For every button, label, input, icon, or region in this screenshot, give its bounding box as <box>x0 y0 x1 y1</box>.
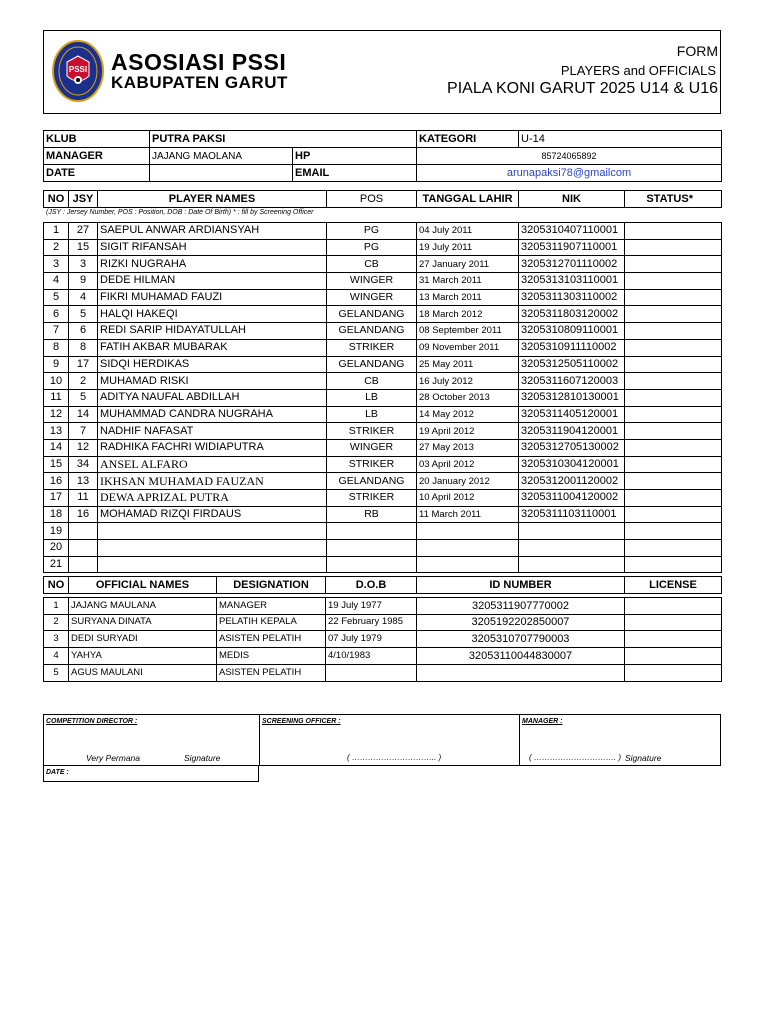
player-jersey <box>69 540 98 557</box>
official-license[interactable] <box>625 631 722 648</box>
form-title: PIALA KONI GARUT 2025 U14 & U16 <box>447 80 718 97</box>
form-header <box>43 30 721 114</box>
player-name: RADHIKA FACHRI WIDIAPUTRA <box>98 439 327 456</box>
player-dob: 18 March 2012 <box>417 306 519 323</box>
player-jersey: 2 <box>69 373 98 390</box>
player-name: DEWA APRIZAL PUTRA <box>98 490 327 507</box>
official-dob <box>326 664 417 681</box>
official-name: AGUS MAULANI <box>69 664 217 681</box>
player-status[interactable] <box>625 373 722 390</box>
player-jersey: 5 <box>69 306 98 323</box>
player-no: 14 <box>44 439 69 456</box>
table-row <box>44 614 722 631</box>
col-designation: DESIGNATION <box>217 577 326 594</box>
player-status[interactable] <box>625 223 722 240</box>
player-no: 21 <box>44 556 69 573</box>
player-pos: WINGER <box>327 289 417 306</box>
director-name: Very Permana <box>86 753 141 763</box>
table-row <box>44 339 722 356</box>
player-dob: 25 May 2011 <box>417 356 519 373</box>
form-label: FORM <box>676 43 718 59</box>
player-jersey: 27 <box>69 223 98 240</box>
player-nik: 3205311907110001 <box>519 239 625 256</box>
player-no: 2 <box>44 239 69 256</box>
col-player-name: PLAYER NAMES <box>98 191 327 208</box>
player-jersey: 11 <box>69 490 98 507</box>
player-name: SIDQI HERDIKAS <box>98 356 327 373</box>
email-value[interactable]: arunapaksi78@gmailcom <box>417 165 722 182</box>
player-no: 9 <box>44 356 69 373</box>
player-dob: 03 April 2012 <box>417 456 519 473</box>
legend-note: (JSY : Jersey Number, POS : Position, DOB : Date Of Birth) * : fill by Screening Officer <box>46 209 314 216</box>
screening-officer-label: SCREENING OFFICER : <box>262 718 341 725</box>
table-row <box>44 406 722 423</box>
table-row <box>44 506 722 523</box>
club-info-table <box>43 130 722 182</box>
player-nik: 3205311004120002 <box>519 490 625 507</box>
player-status[interactable] <box>625 339 722 356</box>
table-row <box>44 490 722 507</box>
player-dob: 20 January 2012 <box>417 473 519 490</box>
player-nik: 3205310407110001 <box>519 223 625 240</box>
player-pos <box>327 523 417 540</box>
official-id <box>417 664 625 681</box>
date-sign-label: DATE : <box>46 769 69 776</box>
table-row <box>44 540 722 557</box>
player-pos: PG <box>327 239 417 256</box>
player-no: 18 <box>44 506 69 523</box>
player-status[interactable] <box>625 306 722 323</box>
col-license: LICENSE <box>625 577 722 594</box>
player-pos: PG <box>327 223 417 240</box>
player-nik: 3205310809110001 <box>519 323 625 340</box>
player-nik: 3205311607120003 <box>519 373 625 390</box>
official-dob: 07 July 1979 <box>326 631 417 648</box>
player-no: 19 <box>44 523 69 540</box>
player-jersey: 7 <box>69 423 98 440</box>
player-pos: GELANDANG <box>327 306 417 323</box>
table-row <box>44 648 722 665</box>
player-name: FIKRI MUHAMAD FAUZI <box>98 289 327 306</box>
org-name-line1: ASOSIASI PSSI <box>111 49 287 75</box>
player-nik: 3205311904120001 <box>519 423 625 440</box>
player-name <box>98 556 327 573</box>
table-row <box>44 323 722 340</box>
table-row <box>44 373 722 390</box>
screening-signature-line[interactable]: ( ………………………….. ) <box>347 753 442 762</box>
player-name <box>98 523 327 540</box>
player-pos: LB <box>327 389 417 406</box>
player-status[interactable] <box>625 540 722 557</box>
player-dob <box>417 523 519 540</box>
official-no: 5 <box>44 664 69 681</box>
official-license[interactable] <box>625 648 722 665</box>
player-pos: LB <box>327 406 417 423</box>
official-designation: MANAGER <box>217 597 326 614</box>
player-no: 11 <box>44 389 69 406</box>
player-no: 17 <box>44 490 69 507</box>
table-row <box>44 439 722 456</box>
player-dob <box>417 556 519 573</box>
player-jersey: 13 <box>69 473 98 490</box>
table-row <box>44 289 722 306</box>
player-status[interactable] <box>625 323 722 340</box>
player-dob: 14 May 2012 <box>417 406 519 423</box>
player-dob: 19 April 2012 <box>417 423 519 440</box>
col-id-number: ID NUMBER <box>417 577 625 594</box>
manager-label: MANAGER <box>44 148 150 165</box>
player-status[interactable] <box>625 389 722 406</box>
official-license[interactable] <box>625 614 722 631</box>
player-no: 1 <box>44 223 69 240</box>
player-jersey: 17 <box>69 356 98 373</box>
player-nik <box>519 540 625 557</box>
player-status[interactable] <box>625 273 722 290</box>
table-row <box>44 389 722 406</box>
player-name: MOHAMAD RIZQI FIRDAUS <box>98 506 327 523</box>
player-name: RIZKI NUGRAHA <box>98 256 327 273</box>
player-status[interactable] <box>625 473 722 490</box>
officials-table <box>43 576 722 682</box>
player-nik: 3205312505110002 <box>519 356 625 373</box>
player-jersey: 14 <box>69 406 98 423</box>
player-no: 7 <box>44 323 69 340</box>
player-jersey <box>69 523 98 540</box>
player-pos <box>327 540 417 557</box>
player-pos: CB <box>327 256 417 273</box>
pssi-logo-icon <box>52 40 104 102</box>
official-dob: 19 July 1977 <box>326 597 417 614</box>
official-name: SURYANA DINATA <box>69 614 217 631</box>
official-id: 3205192202850007 <box>417 614 625 631</box>
col-jsy: JSY <box>69 191 98 208</box>
player-nik: 3205313103110001 <box>519 273 625 290</box>
player-jersey: 5 <box>69 389 98 406</box>
player-jersey: 34 <box>69 456 98 473</box>
player-dob: 28 October 2013 <box>417 389 519 406</box>
player-jersey: 6 <box>69 323 98 340</box>
official-no: 1 <box>44 597 69 614</box>
player-nik: 3205312701110002 <box>519 256 625 273</box>
player-no: 16 <box>44 473 69 490</box>
player-nik: 3205310911110002 <box>519 339 625 356</box>
player-name: FATIH AKBAR MUBARAK <box>98 339 327 356</box>
manager-sign-label: MANAGER : <box>522 718 563 725</box>
player-no: 12 <box>44 406 69 423</box>
player-dob: 04 July 2011 <box>417 223 519 240</box>
player-no: 8 <box>44 339 69 356</box>
kategori-label: KATEGORI <box>417 131 519 148</box>
official-id: 32053110044830007 <box>417 648 625 665</box>
player-name: REDI SARIP HIDAYATULLAH <box>98 323 327 340</box>
official-license[interactable] <box>625 597 722 614</box>
col-dob: TANGGAL LAHIR <box>417 191 519 208</box>
logo-text: PSSI <box>68 65 88 74</box>
player-no: 10 <box>44 373 69 390</box>
player-pos: WINGER <box>327 439 417 456</box>
official-license[interactable] <box>625 664 722 681</box>
klub-label: KLUB <box>44 131 150 148</box>
competition-director-label: COMPETITION DIRECTOR : <box>46 718 138 725</box>
player-dob <box>417 540 519 557</box>
player-name: DEDE HILMAN <box>98 273 327 290</box>
player-nik: 3205310304120001 <box>519 456 625 473</box>
official-designation: PELATIH KEPALA <box>217 614 326 631</box>
player-no: 4 <box>44 273 69 290</box>
player-dob: 31 March 2011 <box>417 273 519 290</box>
org-name-line2: KABUPATEN GARUT <box>111 73 288 92</box>
table-row <box>44 523 722 540</box>
table-row <box>44 597 722 614</box>
table-row <box>44 556 722 573</box>
table-row <box>44 256 722 273</box>
player-no: 6 <box>44 306 69 323</box>
table-row <box>44 423 722 440</box>
official-no: 4 <box>44 648 69 665</box>
player-name <box>98 540 327 557</box>
player-no: 3 <box>44 256 69 273</box>
player-dob: 08 September 2011 <box>417 323 519 340</box>
manager-signature-line[interactable]: ( …………………………. ) <box>529 753 621 762</box>
player-nik <box>519 556 625 573</box>
official-designation: ASISTEN PELATIH <box>217 631 326 648</box>
official-no: 3 <box>44 631 69 648</box>
player-pos <box>327 556 417 573</box>
table-row <box>44 664 722 681</box>
official-no: 2 <box>44 614 69 631</box>
player-status[interactable] <box>625 239 722 256</box>
col-nik: NIK <box>519 191 625 208</box>
players-table <box>43 222 722 573</box>
player-status[interactable] <box>625 256 722 273</box>
player-status[interactable] <box>625 523 722 540</box>
hp-value[interactable]: 85724065892 <box>417 148 722 165</box>
player-nik: 3205312001120002 <box>519 473 625 490</box>
hp-label: HP <box>293 148 417 165</box>
player-status[interactable] <box>625 406 722 423</box>
official-name: JAJANG MAULANA <box>69 597 217 614</box>
player-name: ANSEL ALFARO <box>98 456 327 473</box>
player-name: HALQI HAKEQI <box>98 306 327 323</box>
player-dob: 09 November 2011 <box>417 339 519 356</box>
table-row <box>44 456 722 473</box>
table-row <box>44 306 722 323</box>
player-pos: GELANDANG <box>327 323 417 340</box>
player-nik: 3205312705130002 <box>519 439 625 456</box>
player-nik <box>519 523 625 540</box>
player-name: MUHAMMAD CANDRA NUGRAHA <box>98 406 327 423</box>
col-status: STATUS* <box>625 191 722 208</box>
player-pos: CB <box>327 373 417 390</box>
player-status[interactable] <box>625 456 722 473</box>
date-label: DATE <box>44 165 150 182</box>
signature-block <box>43 714 721 766</box>
player-dob: 27 January 2011 <box>417 256 519 273</box>
player-status[interactable] <box>625 423 722 440</box>
official-designation: ASISTEN PELATIH <box>217 664 326 681</box>
player-jersey: 9 <box>69 273 98 290</box>
player-pos: STRIKER <box>327 339 417 356</box>
player-status[interactable] <box>625 506 722 523</box>
table-row <box>44 631 722 648</box>
player-name: SIGIT RIFANSAH <box>98 239 327 256</box>
table-row <box>44 356 722 373</box>
player-pos: GELANDANG <box>327 356 417 373</box>
player-nik: 3205311405120001 <box>519 406 625 423</box>
player-nik: 3205311803120002 <box>519 306 625 323</box>
player-jersey: 8 <box>69 339 98 356</box>
col-no: NO <box>44 191 69 208</box>
player-dob: 11 March 2011 <box>417 506 519 523</box>
player-pos: STRIKER <box>327 456 417 473</box>
player-nik: 3205312810130001 <box>519 389 625 406</box>
official-designation: MEDIS <box>217 648 326 665</box>
player-jersey: 16 <box>69 506 98 523</box>
date-field[interactable] <box>43 766 259 782</box>
date-value[interactable] <box>150 165 293 182</box>
table-row <box>44 239 722 256</box>
player-name: NADHIF NAFASAT <box>98 423 327 440</box>
player-no: 15 <box>44 456 69 473</box>
player-pos: GELANDANG <box>327 473 417 490</box>
col-official-dob: D.O.B <box>326 577 417 594</box>
official-name: DEDI SURYADI <box>69 631 217 648</box>
col-official-no: NO <box>44 577 69 594</box>
player-nik: 3205311103110001 <box>519 506 625 523</box>
col-official-name: OFFICIAL NAMES <box>69 577 217 594</box>
player-dob: 19 July 2011 <box>417 239 519 256</box>
player-status[interactable] <box>625 289 722 306</box>
director-signature[interactable]: Signature <box>184 753 221 763</box>
table-row <box>44 273 722 290</box>
player-pos: STRIKER <box>327 423 417 440</box>
player-status[interactable] <box>625 490 722 507</box>
player-pos: STRIKER <box>327 490 417 507</box>
player-no: 20 <box>44 540 69 557</box>
table-row <box>44 473 722 490</box>
player-name: MUHAMAD RISKI <box>98 373 327 390</box>
player-dob: 27 May 2013 <box>417 439 519 456</box>
kategori-value[interactable]: U-14 <box>519 131 722 148</box>
player-dob: 16 July 2012 <box>417 373 519 390</box>
players-header-table <box>43 190 722 208</box>
player-name: IKHSAN MUHAMAD FAUZAN <box>98 473 327 490</box>
player-pos: WINGER <box>327 273 417 290</box>
player-status[interactable] <box>625 556 722 573</box>
official-dob: 4/10/1983 <box>326 648 417 665</box>
player-status[interactable] <box>625 439 722 456</box>
player-name: SAEPUL ANWAR ARDIANSYAH <box>98 223 327 240</box>
player-status[interactable] <box>625 356 722 373</box>
manager-value[interactable]: JAJANG MAOLANA <box>150 148 293 165</box>
player-jersey: 15 <box>69 239 98 256</box>
form-subtitle: PLAYERS and OFFICIALS <box>560 63 716 78</box>
official-name: YAHYA <box>69 648 217 665</box>
player-jersey <box>69 556 98 573</box>
official-id: 3205310707790003 <box>417 631 625 648</box>
player-dob: 13 March 2011 <box>417 289 519 306</box>
manager-signature[interactable]: Signature <box>625 753 662 763</box>
table-row <box>44 223 722 240</box>
player-jersey: 12 <box>69 439 98 456</box>
klub-value[interactable]: PUTRA PAKSI <box>150 131 417 148</box>
player-name: ADITYA NAUFAL ABDILLAH <box>98 389 327 406</box>
player-pos: RB <box>327 506 417 523</box>
player-dob: 10 April 2012 <box>417 490 519 507</box>
player-nik: 3205311303110002 <box>519 289 625 306</box>
player-no: 5 <box>44 289 69 306</box>
official-id: 3205311907770002 <box>417 597 625 614</box>
official-dob: 22 February 1985 <box>326 614 417 631</box>
player-no: 13 <box>44 423 69 440</box>
player-jersey: 3 <box>69 256 98 273</box>
col-pos: POS <box>327 191 417 208</box>
player-jersey: 4 <box>69 289 98 306</box>
email-label: EMAIL <box>293 165 417 182</box>
